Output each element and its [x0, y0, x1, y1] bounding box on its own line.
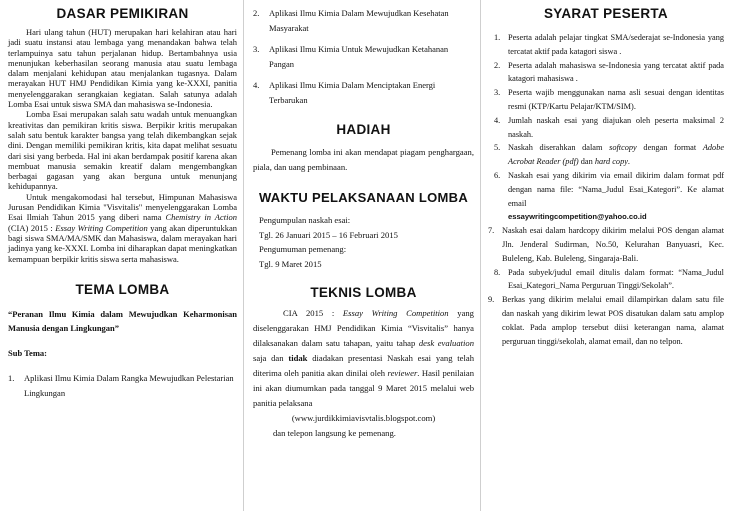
- tema-lomba-heading: TEMA LOMBA: [75, 281, 170, 297]
- syarat-item: 9. Berkas yang dikirim melalui email dilampirkan dalam satu file dan naskah yang dikirim lewat POS disatukan dalam satu amplop coklat. Pada amplop tersebut diisi keterangan nama, alamat perguruan tinggi/sekolah, alamat email, dan no telpon.: [488, 295, 724, 346]
- syarat-item: 3. Peserta wajib menggunakan nama asli sesuai dengan identitas resmi (KTP/Kartu Pelajar/KTM/SIM).: [494, 88, 724, 111]
- syarat-list: [488, 31, 724, 348]
- syarat-item: 1. Peserta adalah pelajar tingkat SMA/sederajat se-Indonesia yang tercatat aktif pada katagori siswa .: [494, 33, 724, 56]
- waktu-line: Pengumuman pemenang:: [259, 244, 347, 255]
- subtema-label: Sub Tema:: [8, 347, 47, 358]
- waktu-line: Tgl. 9 Maret 2015: [259, 258, 322, 269]
- dasar-pemikiran-heading: DASAR PEMIKIRAN: [56, 6, 189, 21]
- hadiah-heading: HADIAH: [336, 122, 391, 137]
- syarat-item: 5. Naskah diserahkan dalam softcopy dengan format Adobe Acrobat Reader (pdf) dan hard copy.: [494, 143, 725, 167]
- teknis-phone-note: dan telepon langsung ke pemenang.: [273, 428, 396, 439]
- waktu-line: Pengumpulan naskah esai:: [259, 215, 351, 225]
- syarat-item: 8. Pada subyek/judul email ditulis dalam format: “Nama_Judul Esai_Kategori_Nama Perguruan Tinggi/Sekolah”.: [494, 267, 724, 291]
- waktu-heading: WAKTU PELAKSANAAN LOMBA: [258, 190, 469, 205]
- syarat-item: 7. Naskah esai dalam hardcopy dikirim melalui POS dengan alamat Jln. Jenderal Sudirman, No.50, Kelurahan Banyuasri, Kec. Buleleng, Kab. Buleleng, Singaraja-Bali.: [488, 226, 724, 263]
- waktu-line: Tgl. 26 Januari 2015 – 16 Februari 2015: [259, 229, 398, 240]
- syarat-item: 2. Peserta adalah mahasiswa se-Indonesia yang tercatat aktif pada katagori mahasiswa .: [494, 60, 724, 84]
- tema-text: “Peranan Ilmu Kimia dalam Mewujudkan Keharmonisan Manusia dengan Lingkungan”: [8, 308, 237, 334]
- dasar-paragraph-3: Untuk mengakomodasi hal tersebut, Himpunan Mahasiswa Jurusan Pendidikan Kimia "Visvitalis" menyelenggarakan Lomba Esai Ilmiah Tahun 2015 yang diberi nama Chemistry in Action (CIA) 2015 : Essay Writing Competition yang akan diperuntukkan bagi siswa SMA/MA/SMK dan Mahasiswa, dalam merayakan hari jadinya yang ke-XXXI. Lomba ini diharapkan dapat meningkatkan kemampuan berpikir kritis siswa serta mahasiswa.: [8, 191, 238, 264]
- teknis-paragraph: CIA 2015 : Essay Writing Competition yang diselenggarakan HMJ Pendidikan Kimia “Visvitalis” hanya dilaksanakan dalam satu tahapan, yaitu tahap desk evaluation saja dan tidak diadakan presentasi Naskah esai yang telah diterima oleh panitia akan dinilai oleh reviewer. Hasil penilaian ini akan diumumkan pada tanggal 9 Maret 2015 melalui web panitia pelaksana: [253, 308, 475, 409]
- waktu-details: [253, 213, 474, 271]
- subtema-list-part1: [8, 371, 237, 401]
- contact-email[interactable]: essaywritingcompetition@yahoo.co.id: [508, 212, 647, 222]
- dasar-paragraph-2: Lomba Esai merupakan salah satu wadah untuk menuangkan kreativitas dan pemikiran kritis siswa. Berpikir kritis merupakan salah satu bentuk karakter bangsa yang telah dikembangkan sejak dini. Dengan memiliki pemikiran kritis, kita dapat melihat sesuatu dari sisi yang berbeda. Hal ini akan berdampak positif karena akan membuat manusia semakin kreatif dalam mengembangkan berbagai gagasan yang akan berguna untuk menunjang kehidupannya.: [8, 109, 237, 192]
- left-column: [0, 0, 243, 511]
- subtema-item: 1. Aplikasi Ilmu Kimia Dalam Rangka Mewujudkan Pelestarian Lingkungan: [8, 373, 234, 399]
- dasar-paragraph-1: Hari ulang tahun (HUT) merupakan hari kelahiran atau hari jadi suatu instansi atau lembaga yang menandakan bahwa telah terlampuinya satu tahun perjalanan hidup. Bertambahnya usia menunjukan keberhasilan seorang manusia atau suatu lembaga dalam menjalani kehidupan atau menjalankan tugasnya. Dalam merayakan HUT HMJ Pendidikan Kimia yang ke-XXXI, panitia menyelenggarakan serangkaian kegiatan. Salah satunya adalah Lomba Esai untuk siswa SMA dan mahasiswa se-Indonesia.: [8, 27, 237, 110]
- right-column: [480, 0, 731, 511]
- syarat-heading: SYARAT PESERTA: [544, 6, 668, 21]
- subtema-list-part2: [253, 6, 474, 108]
- hadiah-text: Pemenang lomba ini akan mendapat piagam penghargaan, piala, dan uang pembinaan.: [253, 147, 474, 172]
- teknis-heading: TEKNIS LOMBA: [310, 285, 417, 301]
- middle-column: [243, 0, 480, 511]
- syarat-item: 4. Jumlah naskah esai yang diajukan oleh peserta maksimal 2 naskah.: [494, 115, 724, 139]
- subtema-item: 4. Aplikasi Ilmu Kimia Dalam Menciptakan Energi Terbarukan: [253, 80, 436, 105]
- subtema-item: 2. Aplikasi Ilmu Kimia Dalam Mewujudkan Kesehatan Masyarakat: [253, 8, 449, 33]
- teknis-website: (www.jurdikkimiavisvtalis.blogspot.com): [291, 413, 436, 424]
- subtema-item: 3. Aplikasi Ilmu Kimia Untuk Mewujudkan Ketahanan Pangan: [253, 44, 449, 69]
- syarat-item: 6. Naskah esai yang dikirim via email dikirim dalam format pdf dengan nama file: “Nama_Judul Esai_Kategori”. Ke alamat email essaywritingcompetition@yahoo.co.id: [494, 170, 724, 222]
